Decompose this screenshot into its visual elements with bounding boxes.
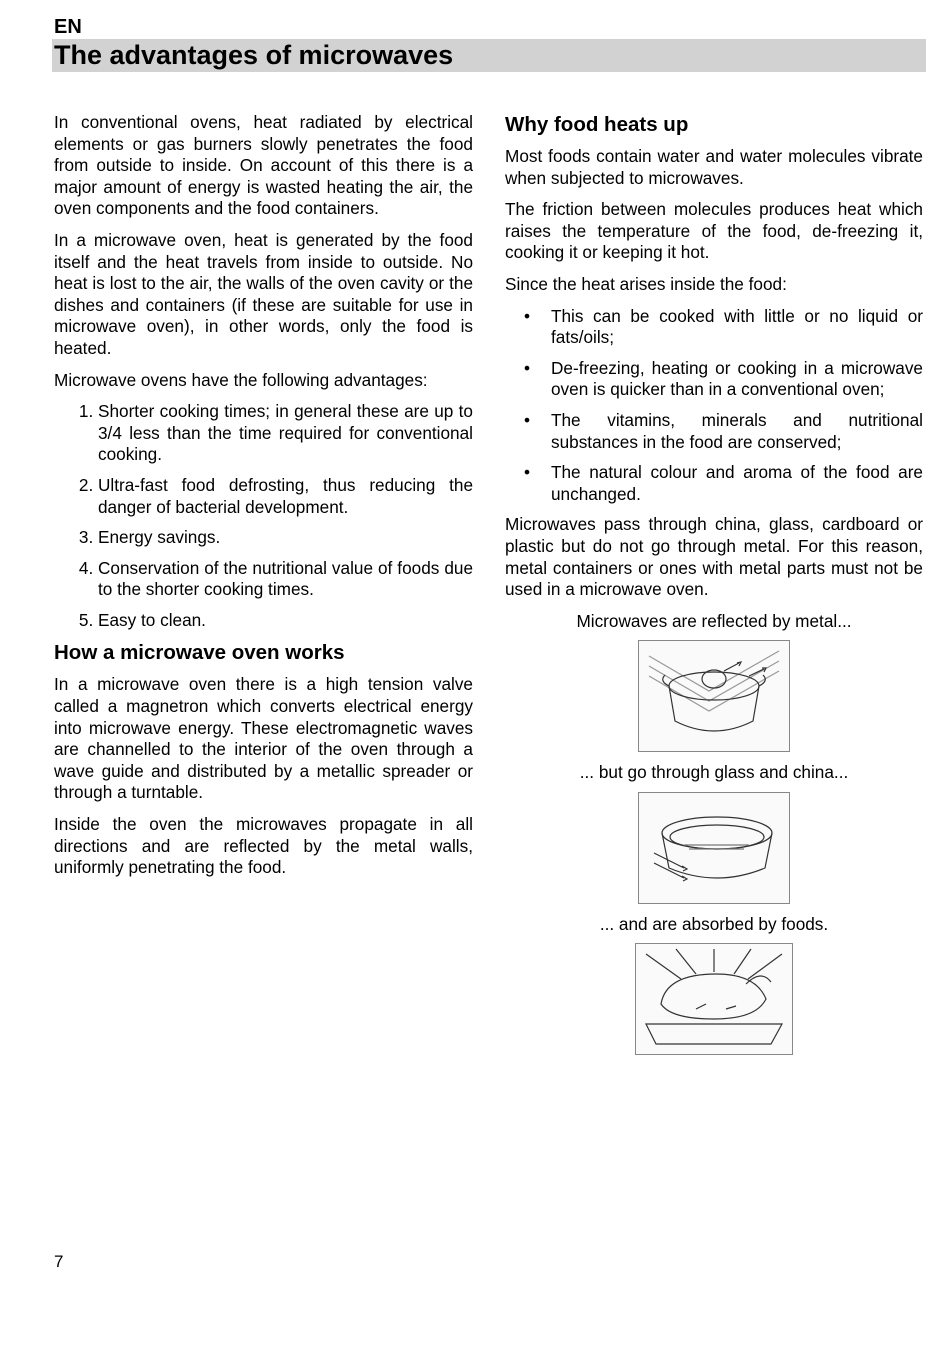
right-column [505,112,923,1065]
caption-reflected: Microwaves are reflected by metal... [576,610,852,631]
metal-pot-illustration [638,640,790,752]
list-item: • The vitamins, minerals and nutritional substances in the food are conserved; [551,410,923,453]
list-item: 4. Conservation of the nutritional value of foods due to the shorter cooking times. [98,558,473,601]
paragraph-advantages-intro: Microwave ovens have the following advantages: [54,369,428,390]
page-number: 7 [54,1252,64,1271]
heading-why-food-heats: Why food heats up [505,113,689,136]
paragraph-water-molecules: Most foods contain water and water molecules vibrate when subjected to microwaves. [505,146,923,188]
language-code: EN [54,16,82,38]
list-item: • De-freezing, heating or cooking in a microwave oven is quicker than in a conventional oven; [551,358,923,401]
caption-absorbed: ... and are absorbed by foods. [599,913,829,934]
benefits-list [505,306,923,506]
paragraph-heat-inside: Since the heat arises inside the food: [505,273,787,294]
paragraph-materials: Microwaves pass through china, glass, cardboard or plastic but do not go through metal. For this reason, metal containers or ones with metal parts must not be used in a microwave oven. [505,514,923,600]
title-bar [52,39,926,72]
paragraph-magnetron: In a microwave oven there is a high tension valve called a magnetron which converts electrical energy into microwave energy. These electromagnetic waves are channelled to the interior of the oven through a wave guide and distributed by a metallic spreader or through a turntable. [54,674,473,803]
heading-how-it-works: How a microwave oven works [54,641,345,665]
advantages-list [54,401,473,631]
paragraph-friction: The friction between molecules produces heat which raises the temperature of the food, de-freezing it, cooking it or keeping it hot. [505,199,923,263]
page-title: The advantages of microwaves [54,40,454,70]
list-item: 2. Ultra-fast food defrosting, thus reducing the danger of bacterial development. [98,475,473,518]
list-item: 5. Easy to clean. [98,610,473,632]
list-item: • The natural colour and aroma of the food are unchanged. [551,462,923,505]
glass-dish-illustration [638,792,790,904]
left-column [54,112,473,889]
list-item: 3. Energy savings. [98,527,473,549]
list-item: 1. Shorter cooking times; in general these are up to 3/4 less than the time required for conventional cooking. [98,401,473,466]
paragraph-propagation: Inside the oven the microwaves propagate in all directions and are reflected by the metal walls, uniformly penetrating the food. [54,814,473,878]
roast-chicken-illustration [635,943,793,1055]
paragraph-conventional: In conventional ovens, heat radiated by electrical elements or gas burners slowly penetrates the food from outside to inside. On account of this there is a major amount of energy is wasted heating the air, the oven components and the food containers. [54,112,473,219]
paragraph-microwave: In a microwave oven, heat is generated by the food itself and the heat travels from inside to outside. No heat is lost to the air, the walls of the oven cavity or the dishes and containers (if these are suitable for use in microwave oven), in other words, only the food is heated. [54,229,473,358]
list-item: • This can be cooked with little or no liquid or fats/oils; [551,306,923,349]
caption-through-glass: ... but go through glass and china... [579,762,849,783]
